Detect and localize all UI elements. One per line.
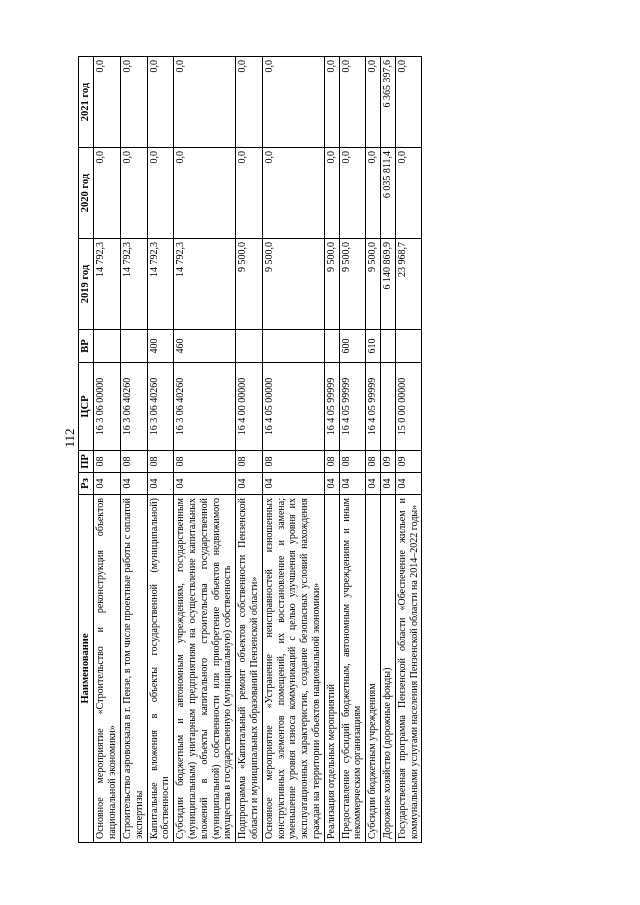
table-row [324,57,339,843]
table-header-row [79,57,94,843]
cell-rz: 04 [380,473,395,495]
cell-2021: 0,0 [120,57,147,148]
cell-name: Реализация отдельных мероприятий [324,495,339,843]
cell-2020: 0,0 [339,148,366,239]
cell-vr: 400 [147,330,174,363]
cell-name: Подпрограмма «Капитальный ремонт объектов собственности Пензенской области и муниципальных образований Пензенской области» [236,495,263,843]
cell-2019: 6 140 869,9 [380,239,395,330]
cell-rz: 04 [94,473,121,495]
table-row [94,57,121,843]
cell-2020: 6 035 811,4 [380,148,395,239]
cell-2020: 0,0 [94,148,121,239]
cell-2019: 9 500,0 [339,239,366,330]
cell-csr: 16 3 06 40260 [120,363,147,451]
header-2021: 2021 год [79,57,94,148]
cell-2019: 9 500,0 [262,239,324,330]
cell-csr: 16 4 05 00000 [262,363,324,451]
cell-pr: 09 [380,451,395,473]
cell-name: Предоставление субсидий бюджетным, автономным учреждениям и иным некоммерческим организациям [339,495,366,843]
cell-pr: 08 [366,451,381,473]
cell-2021: 0,0 [147,57,174,148]
cell-rz: 04 [174,473,236,495]
cell-2020: 0,0 [120,148,147,239]
cell-2020: 0,0 [366,148,381,239]
cell-vr [380,330,395,363]
cell-csr [380,363,395,451]
cell-rz: 04 [147,473,174,495]
cell-vr: 610 [366,330,381,363]
cell-2021: 0,0 [262,57,324,148]
cell-rz: 04 [366,473,381,495]
cell-csr: 16 3 06 40260 [147,363,174,451]
cell-rz: 04 [120,473,147,495]
cell-name: Строительство аэровокзала в г. Пензе, в том числе проектные работы с оплатой экспертизы [120,495,147,843]
header-pr: ПР [79,451,94,473]
cell-pr: 08 [120,451,147,473]
cell-2021: 0,0 [94,57,121,148]
cell-pr: 08 [94,451,121,473]
cell-2021: 0,0 [236,57,263,148]
cell-csr: 15 0 00 00000 [395,363,422,451]
cell-2020: 0,0 [395,148,422,239]
rotated-page-content [78,57,598,843]
cell-2021: 0,0 [324,57,339,148]
cell-2020: 0,0 [324,148,339,239]
cell-pr: 08 [147,451,174,473]
cell-pr: 09 [395,451,422,473]
cell-vr [94,330,121,363]
cell-vr: 460 [174,330,236,363]
cell-2021: 0,0 [366,57,381,148]
cell-2020: 0,0 [174,148,236,239]
table-row [120,57,147,843]
cell-csr: 16 4 05 99999 [339,363,366,451]
budget-table [78,56,422,843]
table-row [366,57,381,843]
cell-csr: 16 4 00 00000 [236,363,263,451]
page-number: 112 [62,428,77,448]
cell-2021: 6 365 397,6 [380,57,395,148]
cell-vr [324,330,339,363]
cell-2019: 9 500,0 [324,239,339,330]
cell-vr [262,330,324,363]
cell-2020: 0,0 [236,148,263,239]
cell-pr: 08 [236,451,263,473]
cell-2020: 0,0 [147,148,174,239]
cell-pr: 08 [339,451,366,473]
cell-name: Основное мероприятие «Строительство и реконструкция объектов национальной экономики» [94,495,121,843]
cell-2021: 0,0 [174,57,236,148]
cell-rz: 04 [262,473,324,495]
table-row [380,57,395,843]
table-row [236,57,263,843]
cell-csr: 16 4 05 99999 [324,363,339,451]
cell-2019: 14 792,3 [94,239,121,330]
header-name: Наименование [79,495,94,843]
table-row [339,57,366,843]
cell-name: Дорожное хозяйство (дорожные фонды) [380,495,395,843]
cell-2020: 0,0 [262,148,324,239]
header-vr: ВР [79,330,94,363]
cell-csr: 16 3 06 40260 [174,363,236,451]
cell-2019: 14 792,3 [174,239,236,330]
cell-2021: 0,0 [339,57,366,148]
header-csr: ЦСР [79,363,94,451]
cell-2019: 23 968,7 [395,239,422,330]
cell-2019: 14 792,3 [120,239,147,330]
cell-pr: 08 [174,451,236,473]
cell-2019: 9 500,0 [236,239,263,330]
cell-vr [120,330,147,363]
header-2019: 2019 год [79,239,94,330]
table-row [147,57,174,843]
table-row [395,57,422,843]
cell-csr: 16 4 05 99999 [366,363,381,451]
cell-name: Капитальные вложения в объекты государственной (муниципальной) собственности [147,495,174,843]
cell-2019: 9 500,0 [366,239,381,330]
cell-pr: 08 [262,451,324,473]
cell-pr: 08 [324,451,339,473]
cell-name: Субсидии бюджетным и автономным учреждениям, государственным (муниципальным) унитарным предприятиям на осуществление капитальных вложений в объекты капитального строительства государственной (муниципальной) собственности или приобретение объектов недвижимого имущества в государственную (муниципальную) собственность [174,495,236,843]
cell-rz: 04 [339,473,366,495]
cell-rz: 04 [324,473,339,495]
cell-2021: 0,0 [395,57,422,148]
cell-name: Государственная программа Пензенской области «Обеспечение жильем и коммунальными услугами населения Пензенской области на 2014–2022 годы» [395,495,422,843]
table-row [262,57,324,843]
cell-2019: 14 792,3 [147,239,174,330]
cell-rz: 04 [395,473,422,495]
header-2020: 2020 год [79,148,94,239]
cell-vr [236,330,263,363]
cell-rz: 04 [236,473,263,495]
header-rz: Рз [79,473,94,495]
cell-name: Основное мероприятие «Устранение неисправностей изношенных конструктивных элементов помещений, их восстановление и замена; уменьшение уровня износа коммуникаций с целью улучшения уровня их эксплуатационных характеристик, создание безопасных условий нахождения граждан на территории объектов национальной экономики» [262,495,324,843]
cell-csr: 16 3 06 00000 [94,363,121,451]
cell-vr: 600 [339,330,366,363]
cell-name: Субсидии бюджетным учреждениям [366,495,381,843]
table-row [174,57,236,843]
cell-vr [395,330,422,363]
